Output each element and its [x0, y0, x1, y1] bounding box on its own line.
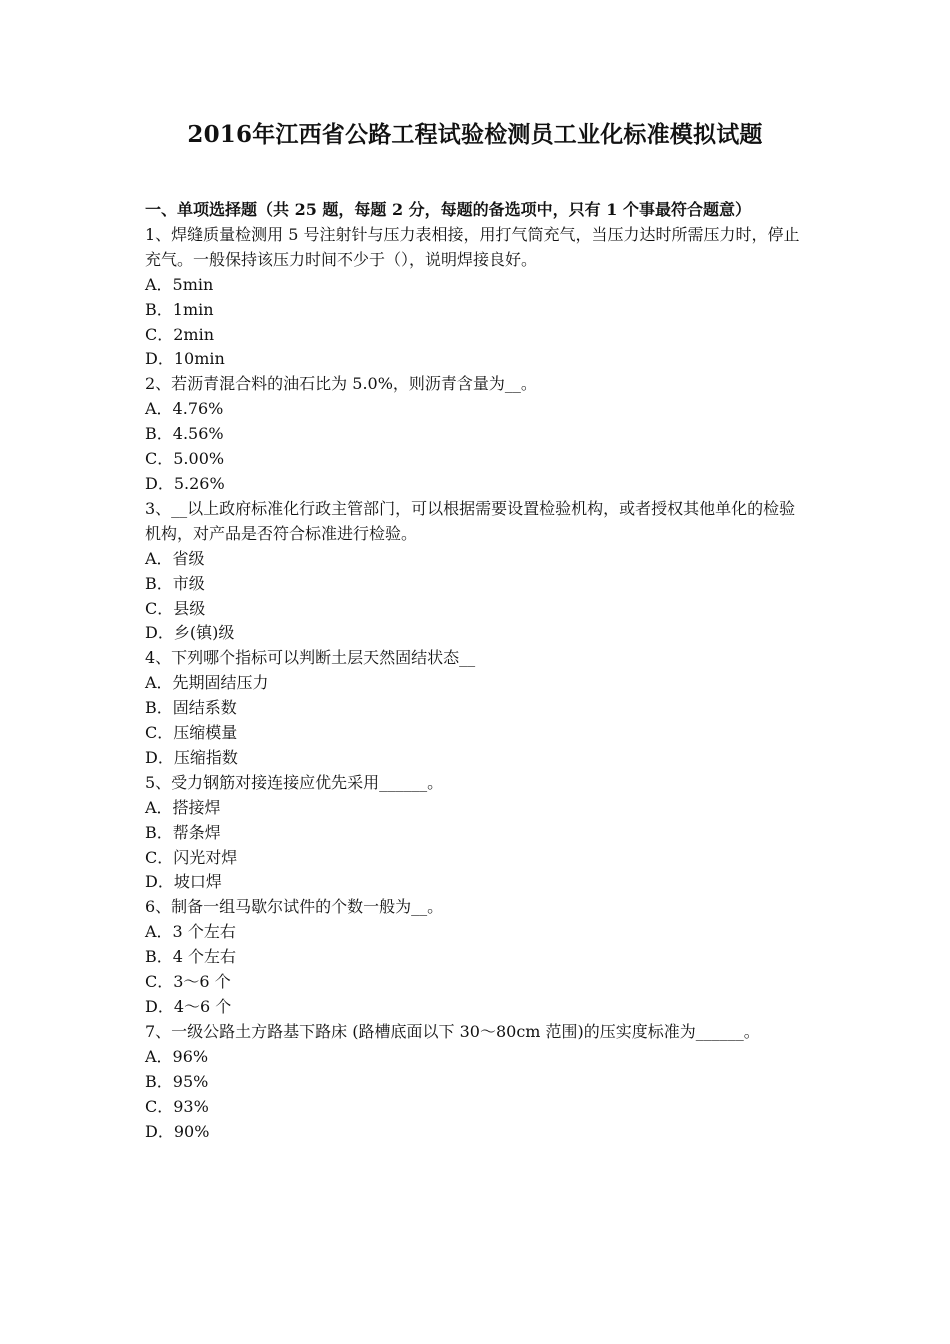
option-d: D．5.26%	[145, 473, 225, 493]
question-4	[145, 646, 810, 771]
option-c: C．压缩模量	[145, 723, 238, 743]
question-stem: 2、若沥青混合料的油石比为 5.0%，则沥青含量为__。	[145, 374, 537, 394]
option-c: C．93%	[145, 1096, 209, 1116]
option-c: C．5.00%	[145, 449, 225, 469]
option-d: D．压缩指数	[145, 747, 238, 767]
question-7	[145, 1020, 810, 1145]
option-c: C．闪光对焊	[145, 847, 238, 867]
option-b: B．95%	[145, 1071, 209, 1091]
option-a: A．省级	[145, 548, 205, 568]
question-stem: 6、制备一组马歇尔试件的个数一般为__。	[145, 897, 444, 917]
option-b: B．帮条焊	[145, 822, 221, 842]
question-1	[145, 223, 810, 372]
option-a: A．5min	[145, 274, 214, 294]
option-a: A．3 个左右	[145, 922, 236, 942]
option-a: A．4.76%	[145, 399, 224, 419]
option-b: B．固结系数	[145, 698, 237, 718]
option-b: B．4.56%	[145, 424, 224, 444]
option-a: A．96%	[145, 1046, 209, 1066]
option-c: C．3～6 个	[145, 972, 231, 992]
question-3	[145, 497, 810, 646]
question-stem: 5、受力钢筋对接连接应优先采用______。	[145, 772, 444, 792]
option-b: B．市级	[145, 573, 205, 593]
option-d: D．4～6 个	[145, 997, 232, 1016]
document-body	[145, 198, 810, 1144]
option-b: B．4 个左右	[145, 947, 237, 967]
question-2	[145, 372, 810, 497]
option-d: D．90%	[145, 1121, 210, 1141]
section-heading: 一、单项选择题（共 25 题，每题 2 分，每题的备选项中，只有 1 个事最符合题意）	[145, 200, 751, 219]
question-stem: 1、焊缝质量检测用 5 号注射针与压力表相接，用打气筒充气，当压力达时所需压力时，停止充气。一般保持该压力时间不少于（），说明焊接良好。	[145, 224, 800, 269]
question-6	[145, 895, 810, 1020]
question-stem: 3、__以上政府标准化行政主管部门，可以根据需要设置检验机构，或者授权其他单化的检验机构，对产品是否符合标准进行检验。	[145, 498, 796, 543]
option-a: A．先期固结压力	[145, 673, 269, 693]
option-c: C．2min	[145, 324, 215, 344]
question-5	[145, 771, 810, 896]
question-stem: 4、下列哪个指标可以判断土层天然固结状态__	[145, 648, 476, 668]
option-d: D．10min	[145, 349, 225, 369]
option-d: D．坡口焊	[145, 872, 222, 892]
option-a: A．搭接焊	[145, 797, 221, 817]
option-c: C．县级	[145, 598, 206, 618]
document-title: 2016年江西省公路工程试验检测员工业化标准模拟试题	[187, 121, 763, 148]
option-d: D．乡(镇)级	[145, 623, 235, 643]
question-stem: 7、一级公路土方路基下路床 (路槽底面以下 30～80cm 范围)的压实度标准为______。	[145, 1021, 760, 1041]
option-b: B．1min	[145, 299, 214, 319]
